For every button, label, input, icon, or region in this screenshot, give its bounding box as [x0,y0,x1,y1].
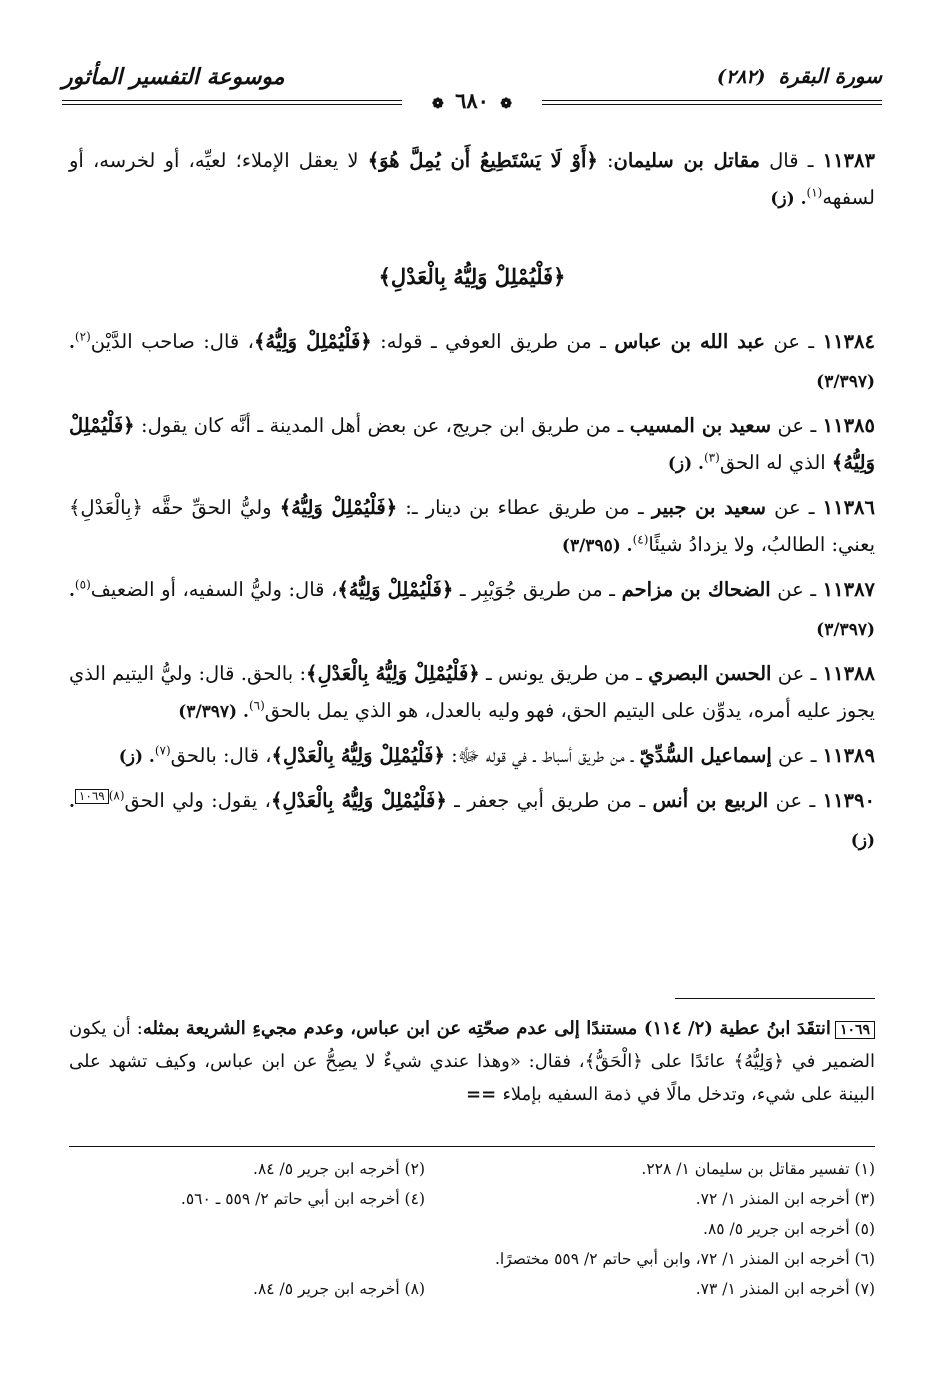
entry-text: ، قال: وليُّ السفيه، أو الضعيف [90,578,338,601]
entry-text: ـ من طريق جُوَيْبِر ـ [453,578,622,601]
entry-text: ـ من طريق أسباط ـ في قوله ﷻ: [444,744,640,767]
footnote: (٤) أخرجه ابن أبي حاتم ٢/ ٥٥٩ ـ ٥٦٠. [180,1190,425,1208]
quran-quote: ﴿فَلْيُمْلِلْ وَلِيُّهُ﴾ [69,414,875,474]
page-header [62,62,882,112]
entry-text: ، قال: بالحق [170,744,272,767]
footnote-row [69,1250,875,1280]
commentary-link-box[interactable]: ١٠٦٩ [75,789,109,804]
ornament-icon: ❁ [432,96,444,112]
footnote: (٧) أخرجه ابن المنذر ١/ ٧٣. [695,1280,875,1298]
entry-author: الضحاك بن مزاحم [621,578,771,601]
entry-text: ، قال: صاحب الدَّيْن [90,330,254,353]
footnote: (٦) أخرجه ابن المنذر ١/ ٧٢، وابن أبي حاتم ٢/ ٥٥٩ مختصرًا. [494,1250,875,1268]
entry-author: إسماعيل السُّدِّيّ [639,744,772,767]
footnote: (١) تفسير مقاتل بن سليمان ١/ ٢٢٨. [641,1160,875,1178]
entry-number: ١١٣٨٤ [822,330,875,353]
commentary-text: : أن يكون الضمير في ﴿وَلِيُّهُ﴾ عائدًا على ﴿الْحَقُّ﴾، فقال: «وهذا عندي شيءٌ لا يصِحُّ عن ابن عباس، وكيف تشهد على البينة على شيء، وتدخل مالًا في ذمة السفيه بإملاء [69,1018,875,1105]
surah-title [717,64,882,88]
entry-reference: . (٣/٣٩٥) [561,536,633,556]
quran-quote: ﴿فَلْيُمْلِلْ وَلِيُّهُ بِالْعَدْلِ﴾ [270,789,447,812]
footnote-marker[interactable]: (٤) [632,532,649,547]
quran-quote: ﴿فَلْيُمْلِلْ وَلِيُّهُ﴾ [253,330,372,353]
footnote: (٣) أخرجه ابن المنذر ١/ ٧٢. [695,1190,875,1208]
entry-reference: . (ز) [69,792,875,851]
entry-text: الذي له الحق [719,451,832,474]
surah-name: سورة البقرة [778,64,882,88]
entry-author: سعيد بن المسيب [629,414,772,437]
header-rule-right [542,100,882,105]
footnote-row [69,1190,875,1220]
entry-reference: . (٣/٣٩٧) [69,333,875,392]
commentary [69,1012,875,1111]
entry-intro: ـ عن [765,330,823,353]
entry-text: ، يقول: ولي الحق [124,789,271,812]
footnote-row [69,1280,875,1310]
footnote-marker[interactable]: (٦) [248,698,265,713]
quran-quote: ﴿فَلْيُمْلِلْ وَلِيُّهُ﴾ [279,496,398,519]
entry-number: ١١٣٨٣ [822,149,875,172]
entry [69,407,875,483]
entry-intro: ـ عن [768,789,823,812]
entry-intro: ـ قال [759,149,823,172]
footnote: (٢) أخرجه ابن جرير ٥/ ٨٤. [253,1160,425,1178]
footnote-marker[interactable]: (٧) [154,743,171,758]
footnote-marker[interactable]: (٣) [703,450,720,465]
entry-text: : بالحق. قال: وليُّ اليتيم الذي يجوز عليه أمره، يدوِّن على اليتيم الحق، فهو وليه بالعدل، هو الذي يمل بالحق [69,662,875,722]
entry-text: ـ من طريق يونس ـ [479,662,649,685]
entry-author: مقاتل بن سليمان [613,149,760,172]
commentary-box-number: ١٠٦٩ [835,1021,875,1039]
surah-verse: (٢٨٢) [716,66,766,88]
page-number-box [407,88,537,113]
footnote: (٥) أخرجه ابن جرير ٥/ ٨٥. [703,1220,875,1238]
entry-number: ١١٣٨٩ [822,744,875,767]
entry [69,489,875,565]
main-text [69,142,875,866]
entry-reference: . (ز) [770,189,807,209]
entry [69,655,875,731]
footnote: (٨) أخرجه ابن جرير ٥/ ٨٤. [253,1280,425,1298]
entry-text: ـ من طريق العوفي ـ قوله: [371,330,615,353]
entry [69,323,875,401]
entry-number: ١١٣٨٧ [822,578,876,601]
ornament-icon: ❁ [500,96,512,112]
section-heading: ﴿فَلْيُمْلِلْ وَلِيُّهُ بِالْعَدْلِ﴾ [378,264,566,289]
footnote-marker[interactable]: (١) [806,185,823,200]
footnote-marker[interactable]: (٨) [108,788,125,803]
quran-quote: ﴿فَلْيُمْلِلْ وَلِيُّهُ﴾ [337,578,454,601]
entry-reference: . (ز) [118,747,155,767]
entry-number: ١١٣٨٥ [822,414,875,437]
book-title: موسوعة التفسير المأثور [62,64,285,90]
entry-number: ١١٣٩٠ [822,789,875,812]
entry-intro: ـ عن [771,662,823,685]
entry-text: وليُّ الحقِّ حقَّه ﴿بِالْعَدْلِ﴾ يعني: الطالبُ، ولا يزدادُ شيئًا [69,496,875,556]
footnote-row [69,1220,875,1250]
entry-text: ـ من طريق ابن جريج، عن بعض أهل المدينة ـ أنَّه كان يقول: [134,414,630,437]
entry-text: لا يعقل الإملاء؛ لعيِّه، أو لخرسه، أو لسفهه [69,149,875,209]
entry-reference: . (ز) [667,454,704,474]
page-number: ٦٨٠ [455,88,489,113]
entry-text: ـ من طريق أبي جعفر ـ [446,789,653,812]
entry [69,782,875,860]
quran-quote: ﴿أَوْ لَا يَسْتَطِيعُ أَن يُمِلَّ هُوَ﴾ [367,149,598,172]
footnotes-divider [69,1146,875,1147]
entry [69,571,875,649]
footnote-row [69,1160,875,1190]
entry-intro: ـ عن [766,496,823,519]
entry-text: ـ من طريق عطاء بن دينار ـ: [397,496,652,519]
entry-author: الربيع بن أنس [652,789,769,812]
quran-quote: ﴿فَلْيُمْلِلْ وَلِيُّهُ بِالْعَدْلِ﴾ [306,662,480,685]
entry-intro: ـ عن [771,414,823,437]
entry-text: : [597,149,614,172]
continuation-mark: == [466,1084,503,1105]
entry-author: الحسن البصري [648,662,772,685]
entry-number: ١١٣٨٨ [822,662,875,685]
entry-reference: . (٣/٣٩٧) [178,702,249,722]
entry-author: سعيد بن جبير [651,496,767,519]
entry-number: ١١٣٨٦ [822,496,875,519]
commentary-lead: انتقَدَ ابنُ عطية (٢/ ١١٤) مستندًا إلى عدم صحّتِه عن ابن عباس، وعدم مجيءِ الشريعة بمثله [142,1018,831,1039]
entry-author: عبد الله بن عباس [614,330,766,353]
footnotes [69,1160,875,1310]
footnote-marker[interactable]: (٢) [74,329,91,344]
entry-intro: ـ عن [770,578,823,601]
entry [69,142,875,218]
footnote-marker[interactable]: (٥) [74,577,91,592]
entry-reference: . (٣/٣٩٧) [69,581,875,640]
commentary-divider [675,998,875,999]
entry-intro: ـ عن [771,744,823,767]
header-rule-left [62,100,402,105]
quran-quote: ﴿فَلْيُمْلِلْ وَلِيُّهُ بِالْعَدْلِ﴾ [271,744,445,767]
entry [69,737,875,776]
